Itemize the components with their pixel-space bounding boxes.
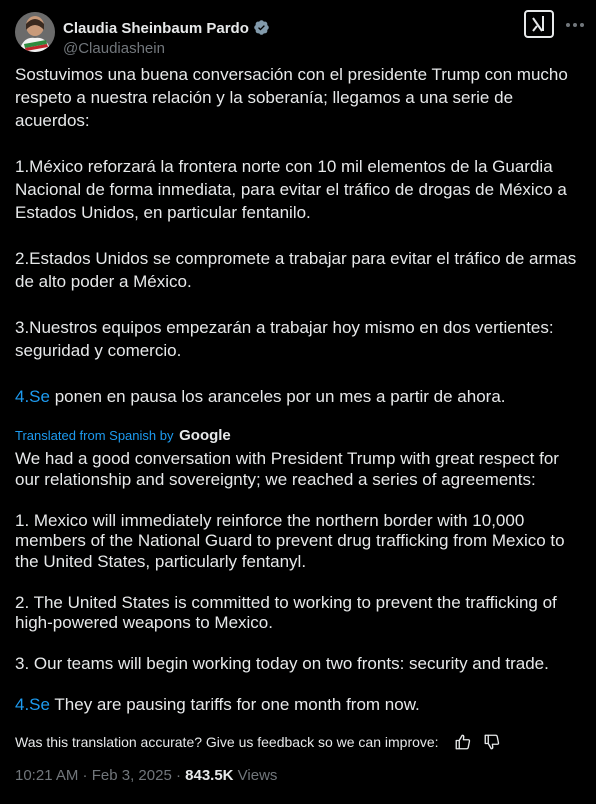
avatar[interactable]	[15, 12, 55, 52]
views-count[interactable]: 843.5K	[185, 767, 234, 784]
tweet-date[interactable]: Feb 3, 2025	[91, 767, 172, 784]
views-label: Views	[233, 767, 278, 784]
original-point-2: 2.Estados Unidos se compromete a trabajar para evitar el tráfico de armas de alto poder a México.	[15, 249, 581, 291]
grok-icon	[526, 12, 552, 36]
grok-button[interactable]	[524, 10, 554, 38]
translated-by[interactable]	[15, 427, 231, 444]
translated-by-label: Translated from Spanish by	[15, 428, 174, 443]
original-point-4-link[interactable]: 4.Se	[15, 387, 50, 406]
meta-separator: ·	[78, 767, 92, 784]
author-name[interactable]	[63, 19, 270, 40]
meta-separator: ·	[171, 767, 186, 784]
thumbs-down-icon[interactable]	[483, 733, 501, 751]
avatar-image	[15, 12, 55, 52]
author-handle[interactable]: @Claudiashein	[63, 40, 165, 57]
google-logo: Google	[179, 427, 231, 444]
translated-point-4-link[interactable]: 4.Se	[15, 695, 50, 714]
translated-intro: We had a good conversation with President Trump with great respect for our relationship and sovereignty; we reached a series of agreements:	[15, 449, 564, 489]
verified-badge-icon	[253, 19, 270, 40]
tweet-meta	[15, 767, 277, 784]
thumbs-up-icon[interactable]	[454, 733, 472, 751]
translated-point-2: 2. The United States is committed to working to prevent the trafficking of high-powered weapons to Mexico.	[15, 592, 562, 632]
translation-feedback: Was this translation accurate? Give us feedback so we can improve:	[15, 734, 439, 750]
more-dots-icon	[564, 14, 586, 36]
original-point-1: 1.México reforzará la frontera norte con 10 mil elementos de la Guardia Nacional de forma inmediata, para evitar el tráfico de drogas de México a Estados Unidos, en particular fentanilo.	[15, 157, 572, 222]
translated-point-3: 3. Our teams will begin working today on two fronts: security and trade.	[15, 654, 549, 673]
original-intro: Sostuvimos una buena conversación con el presidente Trump con mucho respeto a nuestra relación y la soberanía; llegamos a una serie de acuerdos:	[15, 65, 573, 130]
translated-text	[15, 449, 585, 716]
translated-point-4: They are pausing tariffs for one month from now.	[49, 695, 420, 714]
tweet-header	[15, 10, 584, 57]
author-name-text[interactable]: Claudia Sheinbaum Pardo	[63, 20, 249, 37]
tweet-time[interactable]: 10:21 AM	[15, 767, 79, 784]
translated-point-1: 1. Mexico will immediately reinforce the northern border with 10,000 members of the National Guard to prevent drug trafficking from Mexico to the United States, particularly fentanyl.	[15, 510, 570, 571]
more-button[interactable]	[564, 14, 586, 36]
original-text	[15, 63, 585, 408]
original-point-4: ponen en pausa los aranceles por un mes a partir de ahora.	[49, 387, 506, 406]
original-point-3: 3.Nuestros equipos empezarán a trabajar hoy mismo en dos vertientes: seguridad y comercio.	[15, 318, 559, 360]
